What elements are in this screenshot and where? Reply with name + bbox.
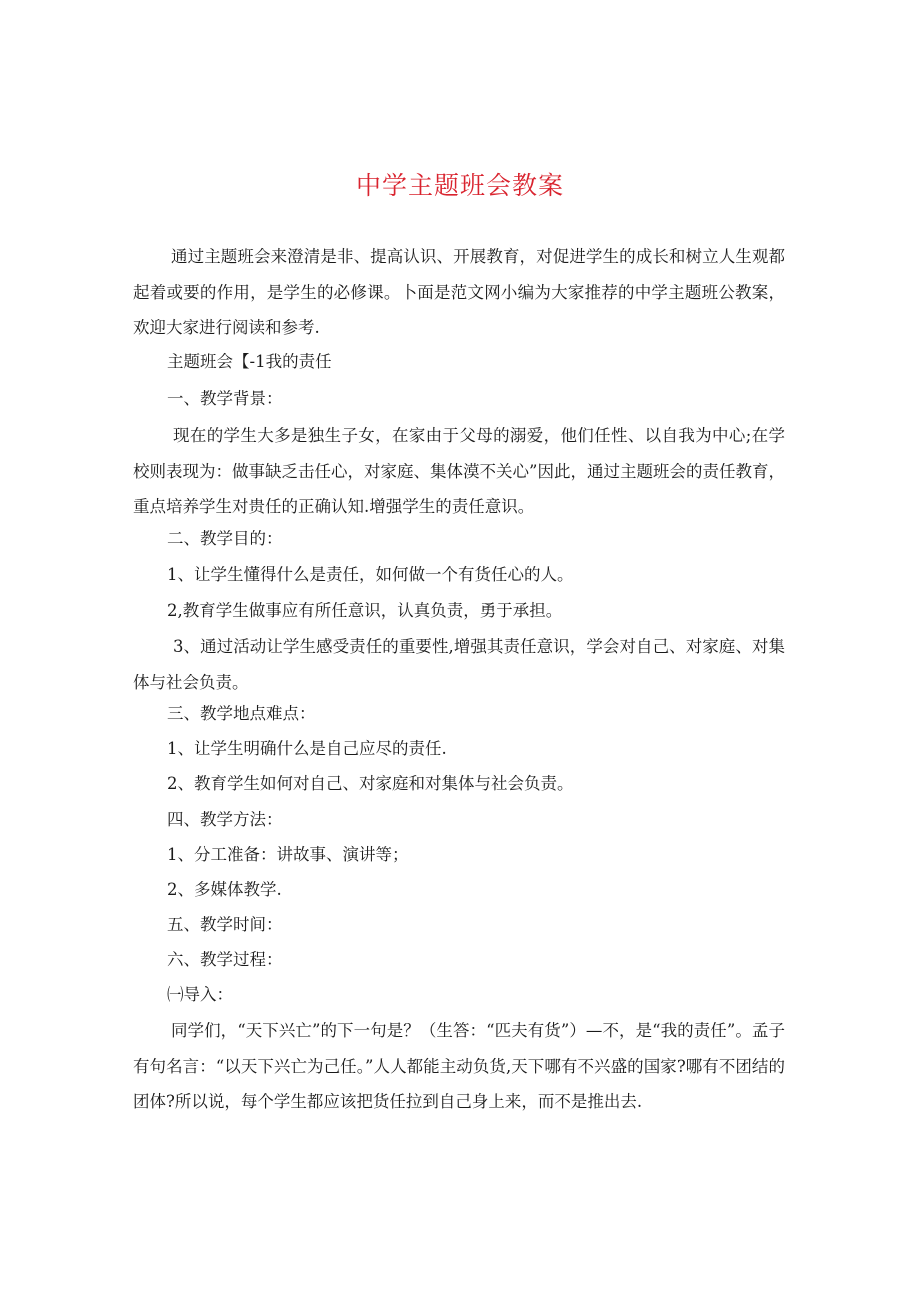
background-heading: 一、教学背景： <box>167 389 283 408</box>
section-heading: 主题班会【-1我的责任 <box>167 352 332 371</box>
background-paragraph: 现在的学生大多是独生子女，在家由于父母的溺爱，他们任性、以自我为中心;在学校则表现为：做事缺乏击任心，对家庭、集体漠不关心”因此，通过主题班会的责任教育，重点培养学生对贵任的正确认知.增强学生的责任意识。 <box>133 426 785 516</box>
process-heading: 六、教学过程： <box>167 950 283 969</box>
intro-step-paragraph: 同学们，“天下兴亡”的下一句是？（生答：“匹夫有货”）—不，是“我的责任”。孟子有句名言：“以天下兴亡为己任。”人人都能主动负货,天下哪有不兴盛的国家?哪有不团结的团体?所以说，每个学生都应该把货任拉到自己身上来，而不是推出去. <box>133 1021 785 1111</box>
intro-paragraph: 通过主题班会来澄清是非、提高认识、开展教育，对促进学生的成长和树立人生观都起着或要的作用，是学生的必修课。卜面是范文网小编为大家推荐的中学主题班公教案，欢迎大家进行阅读和参考. <box>133 247 785 337</box>
intro-step-heading: ㈠导入： <box>167 985 233 1004</box>
method-item-2: 2、多媒体教学. <box>167 880 282 899</box>
key-points-heading: 三、教学地点难点： <box>167 704 316 723</box>
goal-item-2: 2,教育学生做事应有所任意识，认真负责，勇于承担。 <box>167 601 563 620</box>
goal-item-1: 1、让学生懂得什么是责任，如何做一个有货任心的人。 <box>167 565 574 584</box>
method-item-1: 1、分工准备：讲故事、演讲等； <box>167 845 409 864</box>
document-title: 中学主题班会教案 <box>355 171 564 200</box>
key-point-item-2: 2、教育学生如何对自己、对家庭和对集体与社会负责。 <box>167 774 574 793</box>
goals-heading: 二、教学目的： <box>167 529 283 548</box>
time-heading: 五、教学时间： <box>167 915 283 934</box>
key-point-item-1: 1、让学生明确什么是自己应尽的责任. <box>167 739 447 758</box>
methods-heading: 四、教学方法： <box>167 810 283 829</box>
goal-item-3: 3、通过活动让学生感受责任的重要性,增强其责任意识，学会对自己、对家庭、对集体与社会负责。 <box>133 637 785 692</box>
